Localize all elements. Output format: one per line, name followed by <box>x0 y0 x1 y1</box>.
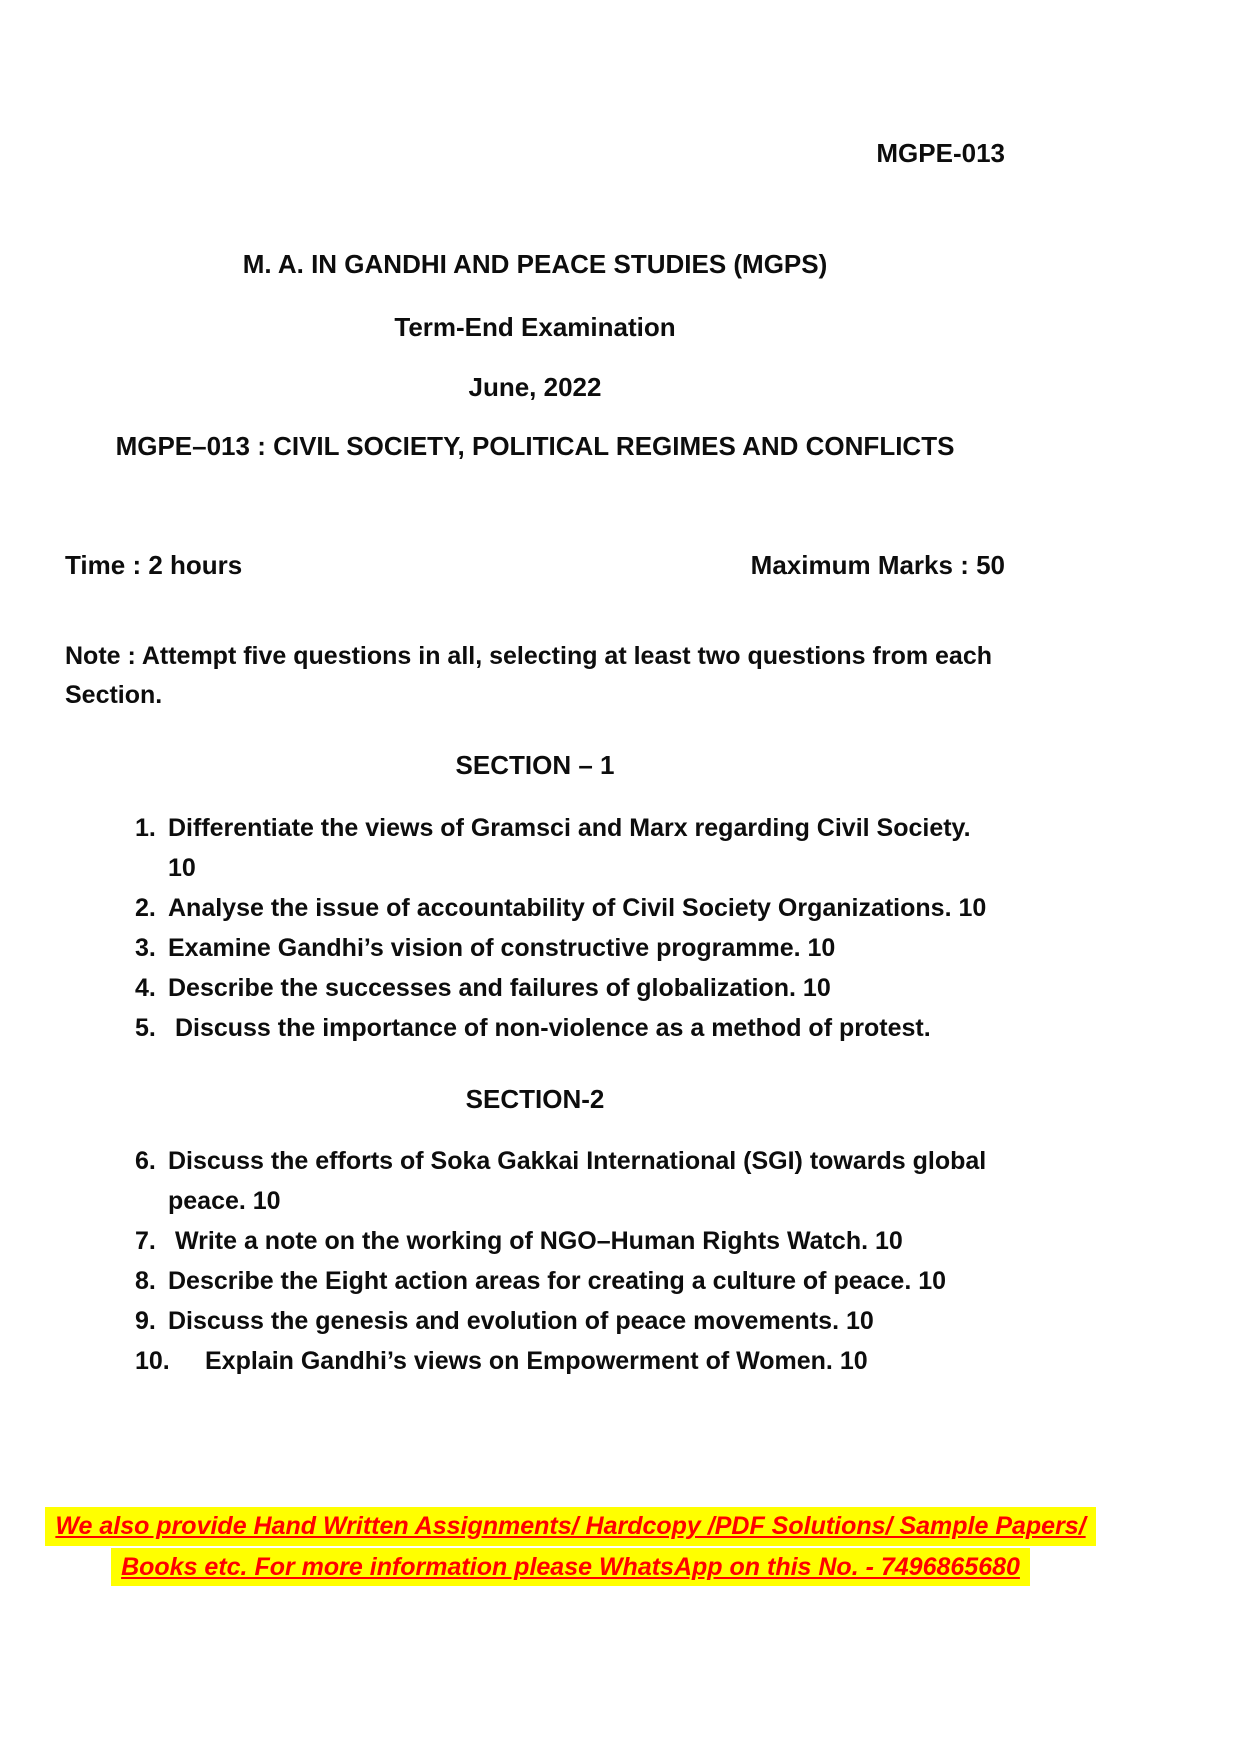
question-item <box>135 1141 1005 1221</box>
question-item <box>135 808 1005 888</box>
exam-type: Term-End Examination <box>394 312 676 343</box>
question-number: 7. <box>135 1226 156 1255</box>
question-text: Describe the successes and failures of globalization. 10 <box>168 973 831 1002</box>
question-number: 1. <box>135 813 156 842</box>
question-text: Explain Gandhi’s views on Empowerment of Women. 10 <box>205 1346 868 1375</box>
section-1-heading: SECTION – 1 <box>455 750 615 781</box>
section-2-question-list <box>135 1141 1005 1381</box>
question-item <box>135 1221 1005 1261</box>
question-number: 5. <box>135 1013 156 1042</box>
question-number: 6. <box>135 1146 156 1175</box>
course-title: MGPE–013 : CIVIL SOCIETY, POLITICAL REGIMES AND CONFLICTS <box>115 430 955 461</box>
maximum-marks: Maximum Marks : 50 <box>750 549 1005 580</box>
question-text: Examine Gandhi’s vision of constructive programme. 10 <box>168 933 836 962</box>
paper-code: MGPE-013 <box>876 138 1005 168</box>
question-item <box>135 1341 1005 1381</box>
promo-footer <box>0 1505 1141 1586</box>
question-text: Discuss the efforts of Soka Gakkai International (SGI) towards global peace. 10 <box>168 1146 994 1215</box>
question-item <box>135 1261 1005 1301</box>
question-text: Differentiate the views of Gramsci and Marx regarding Civil Society. 10 <box>168 813 978 882</box>
question-number: 10. <box>135 1346 170 1375</box>
question-text: Discuss the importance of non-violence as a method of protest. <box>168 1013 931 1042</box>
exam-note: Note : Attempt five questions in all, selecting at least two questions from each Section. <box>65 641 993 709</box>
question-item <box>135 928 1005 968</box>
question-number: 8. <box>135 1266 156 1295</box>
question-item <box>135 888 1005 928</box>
programme-title: M. A. IN GANDHI AND PEACE STUDIES (MGPS) <box>242 249 828 280</box>
question-number: 4. <box>135 973 156 1002</box>
question-text: Describe the Eight action areas for creating a culture of peace. 10 <box>168 1266 947 1295</box>
question-number: 2. <box>135 893 156 922</box>
time-allowed: Time : 2 hours <box>65 549 243 580</box>
section-2-heading: SECTION-2 <box>465 1083 605 1114</box>
question-number: 3. <box>135 933 156 962</box>
section-1-question-list <box>135 808 1005 1048</box>
promo-footer-line-2: Books etc. For more information please WhatsApp on this No. - 7496865680 <box>111 1548 1030 1587</box>
question-item <box>135 1301 1005 1341</box>
exam-meta-row <box>65 550 1005 581</box>
question-item <box>135 1008 1005 1048</box>
question-text: Discuss the genesis and evolution of peace movements. 10 <box>168 1306 874 1335</box>
question-number: 9. <box>135 1306 156 1335</box>
exam-date: June, 2022 <box>468 371 602 402</box>
question-item <box>135 968 1005 1008</box>
question-text: Write a note on the working of NGO–Human Rights Watch. 10 <box>168 1226 903 1255</box>
question-text: Analyse the issue of accountability of Civil Society Organizations. 10 <box>168 893 987 922</box>
promo-footer-line-1: We also provide Hand Written Assignments/ Hardcopy /PDF Solutions/ Sample Papers/ <box>45 1507 1095 1546</box>
